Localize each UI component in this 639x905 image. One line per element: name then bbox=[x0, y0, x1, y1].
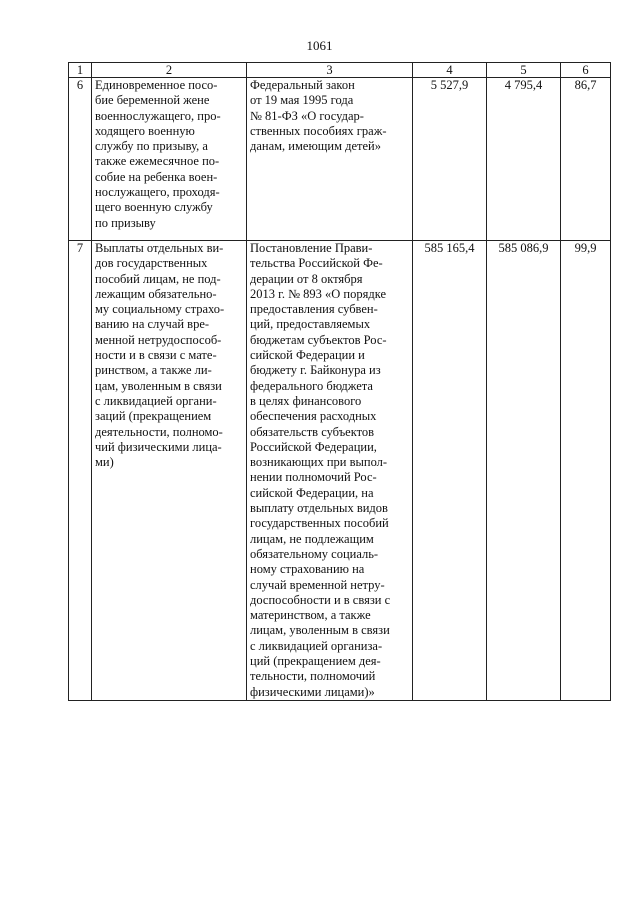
header-cell: 1 bbox=[69, 63, 92, 78]
row-number: 7 bbox=[69, 241, 92, 701]
value-col5: 585 086,9 bbox=[487, 241, 561, 701]
table-header-row bbox=[69, 63, 611, 78]
page-number: 1061 bbox=[306, 38, 333, 53]
budget-table bbox=[68, 62, 611, 701]
benefit-description: Выплаты отдельных ви- дов государственных пособий лицам, не под- лежащим обязательно- му социальному страхо- ванию на случай вре- менной нетрудоспособ- ности и в связи с мате- ринством, а также ли- цам, уволенным в связи с ликвидацией органи- заций (прекращением деятельности, полномо- чий физическими лица- ми) bbox=[92, 241, 247, 701]
value-col6: 86,7 bbox=[561, 78, 611, 241]
legal-basis: Федеральный закон от 19 мая 1995 года № 81-ФЗ «О государ- ственных пособиях граж- данам, имеющим детей» bbox=[247, 78, 413, 241]
value-col5: 4 795,4 bbox=[487, 78, 561, 241]
header-cell: 5 bbox=[487, 63, 561, 78]
header-cell: 6 bbox=[561, 63, 611, 78]
value-col6: 99,9 bbox=[561, 241, 611, 701]
row-number: 6 bbox=[69, 78, 92, 241]
header-cell: 4 bbox=[413, 63, 487, 78]
benefit-description: Единовременное посо- бие беременной жене военнослужащего, про- ходящего военную службу по призыву, а также ежемесячное по- собие на ребенка воен- нослужащего, проходя- щего военную службу по призыву bbox=[92, 78, 247, 241]
header-cell: 2 bbox=[92, 63, 247, 78]
value-col4: 5 527,9 bbox=[413, 78, 487, 241]
legal-basis: Постановление Прави- тельства Российской Фе- дерации от 8 октября 2013 г. № 893 «О порядке предоставления субвен- ций, предоставляемых бюджетам субъектов Рос- сийской Федерации и бюджету г. Байконура из федерального бюджета в целях финансового обеспечения расходных обязательств субъектов Российской Федерации, возникающих при выпол- нении полномочий Рос- сийской Федерации, на выплату отдельных видов государственных пособий лицам, не подлежащим обязательному социаль- ному страхованию на случай временной нетру- доспособности и в связи с материнством, а также лицам, уволенным в связи с ликвидацией организа- ций (прекращением дея- тельности, полномочий физическими лицами)» bbox=[247, 241, 413, 701]
table-row bbox=[69, 78, 611, 241]
header-cell: 3 bbox=[247, 63, 413, 78]
value-col4: 585 165,4 bbox=[413, 241, 487, 701]
table-row bbox=[69, 241, 611, 701]
